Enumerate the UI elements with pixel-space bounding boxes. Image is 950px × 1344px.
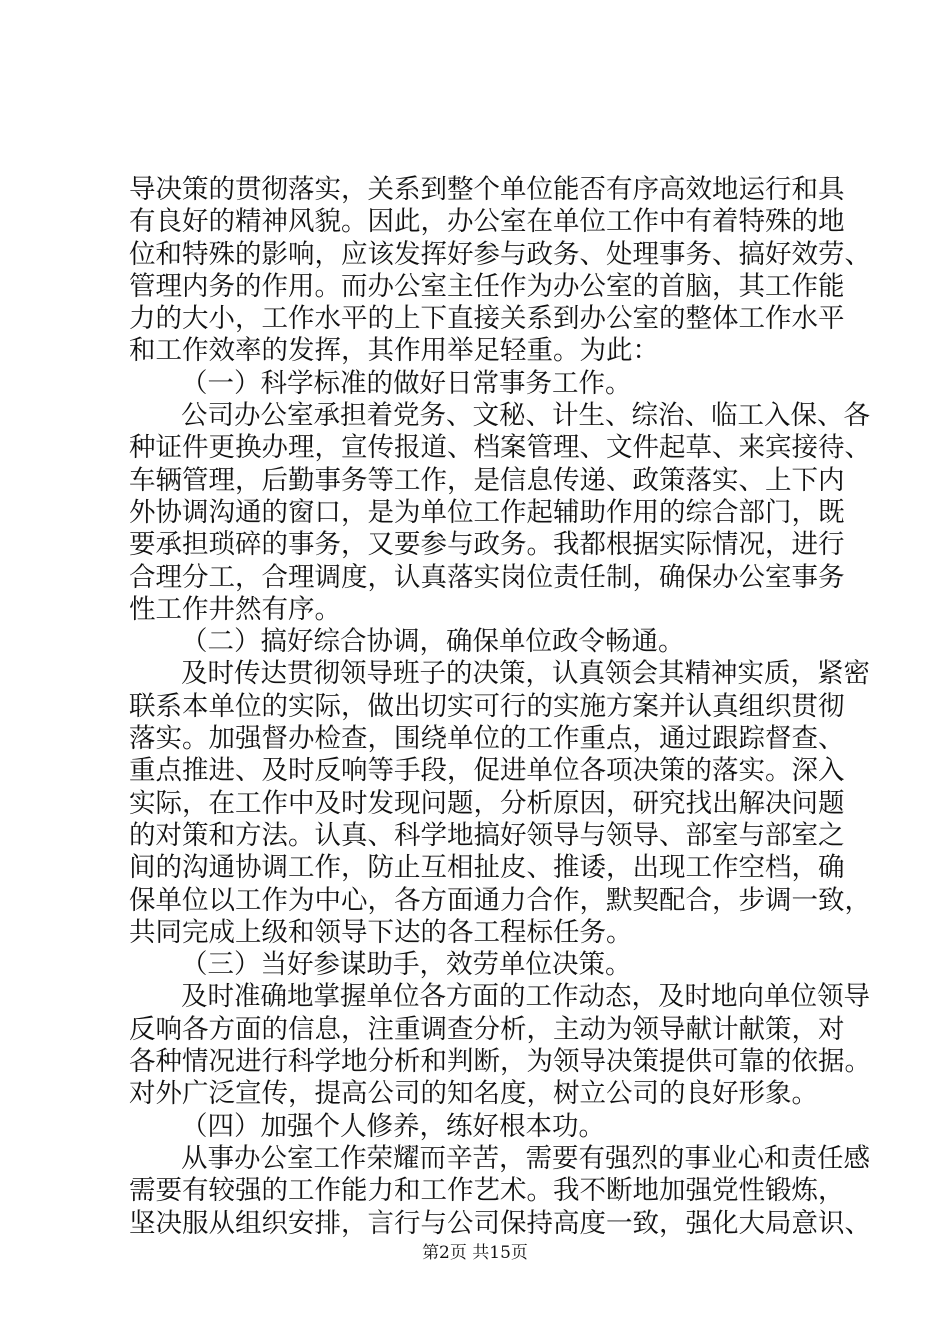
text-line: 的对策和方法。认真、科学地搞好领导与领导、部室与部室之 [129,819,845,851]
text-line: 要承担琐碎的事务，又要参与政务。我都根据实际情况，进行 [129,529,845,561]
text-line: 各种情况进行科学地分析和判断，为领导决策提供可靠的依据。 [129,1046,871,1078]
text-line: 位和特殊的影响，应该发挥好参与政务、处理事务、搞好效劳、 [129,238,871,270]
text-line: 实际，在工作中及时发现问题，分析原因，研究找出解决问题 [129,787,845,819]
text-line: 落实。加强督办检查，围绕单位的工作重点，通过跟踪督查、 [129,723,845,755]
text-line: 合理分工，合理调度，认真落实岗位责任制，确保办公室事务 [129,561,845,593]
section-heading: （二）搞好综合协调，确保单位政令畅通。 [181,626,685,658]
text-line: 及时准确地掌握单位各方面的工作动态，及时地向单位领导 [181,981,870,1013]
text-line: 车辆管理，后勤事务等工作，是信息传递、政策落实、上下内 [129,464,845,496]
text-line: 坚决服从组织安排，言行与公司保持高度一致，强化大局意识、 [129,1207,871,1239]
text-line: 有良好的精神风貌。因此，办公室在单位工作中有着特殊的地 [129,206,845,238]
text-line: 间的沟通协调工作，防止互相扯皮、推诿，出现工作空档，确 [129,852,845,884]
text-line: 力的大小，工作水平的上下直接关系到办公室的整体工作水平 [129,303,845,335]
text-line: 需要有较强的工作能力和工作艺术。我不断地加强党性锻炼， [129,1175,845,1207]
text-line: 及时传达贯彻领导班子的决策，认真领会其精神实质，紧密 [181,658,870,690]
text-line: 性工作井然有序。 [129,593,341,625]
text-line: 从事办公室工作荣耀而辛苦，需要有强烈的事业心和责任感 [181,1142,870,1174]
text-line: 共同完成上级和领导下达的各工程标任务。 [129,916,633,948]
text-line: 公司办公室承担着党务、文秘、计生、综治、临工入保、各 [181,400,870,432]
text-line: 和工作效率的发挥，其作用举足轻重。为此： [129,335,659,367]
text-line: 导决策的贯彻落实，关系到整个单位能否有序高效地运行和具 [129,174,845,205]
text-line: 对外广泛宣传，提高公司的知名度，树立公司的良好形象。 [129,1078,818,1110]
document-body [129,174,871,1240]
section-heading: （三）当好参谋助手，效劳单位决策。 [181,949,632,981]
text-line: 管理内务的作用。而办公室主任作为办公室的首脑，其工作能 [129,270,845,302]
page-footer [0,1241,950,1265]
text-line: 保单位以工作为中心，各方面通力合作，默契配合，步调一致， [129,884,871,916]
text-line: 外协调沟通的窗口，是为单位工作起辅助作用的综合部门，既 [129,496,845,528]
text-line: 反响各方面的信息，注重调查分析，主动为领导献计献策，对 [129,1013,845,1045]
text-line: 联系本单位的实际，做出切实可行的实施方案并认真组织贯彻 [129,690,845,722]
section-heading: （一）科学标准的做好日常事务工作。 [181,367,632,399]
page-number-label: 第2页 共15页 [422,1243,528,1263]
text-line: 重点推进、及时反响等手段，促进单位各项决策的落实。深入 [129,755,845,787]
section-heading: （四）加强个人修养，练好根本功。 [181,1110,605,1142]
text-line: 种证件更换办理，宣传报道、档案管理、文件起草、来宾接待、 [129,432,871,464]
